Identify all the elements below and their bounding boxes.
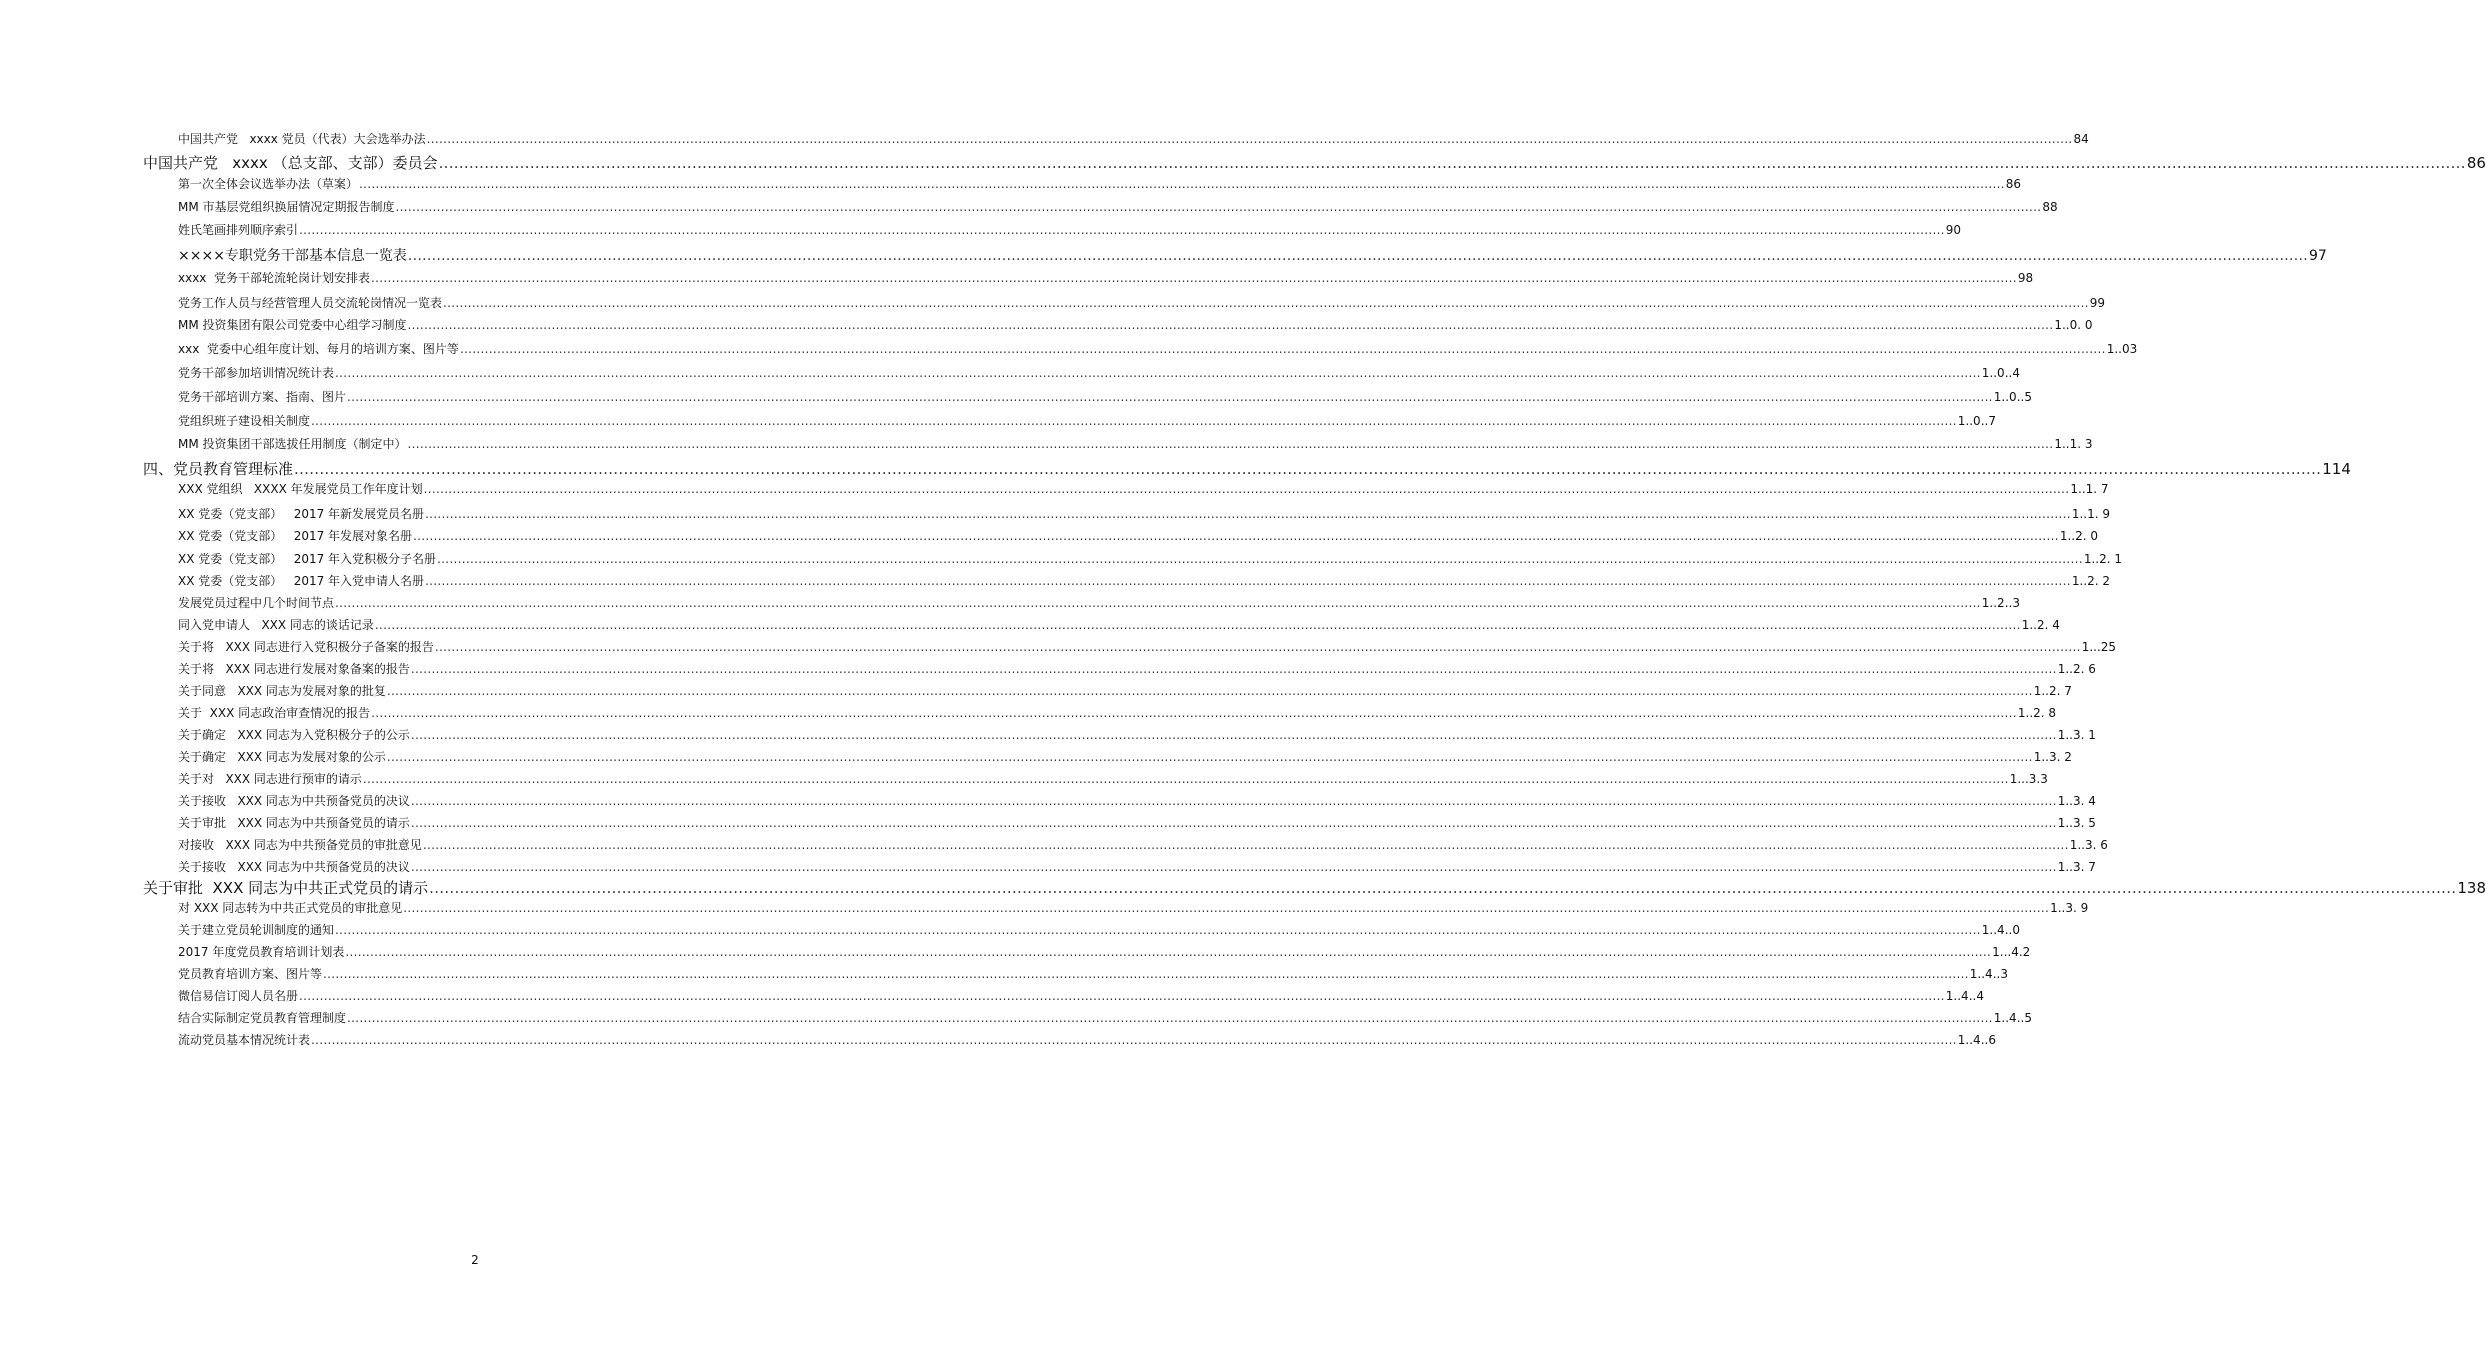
toc-entry-page: 1..3. 1 bbox=[2057, 728, 2096, 742]
toc-entry-page: 99 bbox=[2089, 296, 2106, 310]
toc-entry[interactable] bbox=[178, 341, 2138, 357]
toc-leader-dots: ................................................................................................................................................................................................................................................................................................................................................................................................................ bbox=[335, 923, 1981, 937]
toc-entry-page: 1..0. 0 bbox=[2054, 318, 2093, 332]
toc-leader-dots: ................................................................................................................................................................................................................................................................................................................................................................................................................ bbox=[407, 248, 2308, 264]
toc-entry[interactable] bbox=[178, 246, 2327, 266]
toc-entry-page: 1..2..3 bbox=[1981, 596, 2020, 610]
toc-entry[interactable] bbox=[178, 176, 2022, 192]
toc-leader-dots: ................................................................................................................................................................................................................................................................................................................................................................................................................ bbox=[371, 271, 2017, 285]
toc-entry-title: XX 党委（党支部） 2017 年入党申请人名册 bbox=[178, 574, 425, 588]
toc-entry-page: 1..0..5 bbox=[1993, 390, 2032, 404]
toc-entry-title: XX 党委（党支部） 2017 年发展对象名册 bbox=[178, 529, 413, 543]
toc-entry[interactable] bbox=[178, 900, 2089, 916]
toc-entry[interactable] bbox=[178, 199, 2058, 215]
toc-leader-dots: ................................................................................................................................................................................................................................................................................................................................................................................................................ bbox=[386, 750, 2033, 764]
toc-entry-title: 关于审批 XXX 同志为中共预备党员的请示 bbox=[178, 816, 410, 830]
toc-entry-page: 1..0..7 bbox=[1957, 414, 1996, 428]
toc-entry-title: 微信易信订阅人员名册 bbox=[178, 989, 299, 1003]
toc-leader-dots: ................................................................................................................................................................................................................................................................................................................................................................................................................ bbox=[335, 596, 1981, 610]
toc-entry[interactable] bbox=[178, 573, 2111, 589]
toc-entry-title: xxx 党委中心组年度计划、每月的培训方案、图片等 bbox=[178, 342, 459, 356]
toc-entry-title: 党组织班子建设相关制度 bbox=[178, 414, 311, 428]
toc-entry[interactable] bbox=[178, 365, 2020, 381]
toc-entry-page: 1..3. 4 bbox=[2057, 794, 2096, 808]
toc-entry[interactable] bbox=[178, 617, 2060, 633]
toc-entry[interactable] bbox=[178, 436, 2093, 452]
toc-entry-title: 四、党员教育管理标准 bbox=[143, 460, 294, 478]
toc-leader-dots: ................................................................................................................................................................................................................................................................................................................................................................................................................ bbox=[438, 154, 2466, 172]
toc-entry-page: 1..2. 6 bbox=[2057, 662, 2096, 676]
toc-entry-page: 86 bbox=[2466, 154, 2486, 172]
toc-entry-title: XX 党委（党支部） 2017 年入党积极分子名册 bbox=[178, 552, 437, 566]
toc-entry[interactable] bbox=[178, 859, 2096, 875]
toc-entry-page: 1..3. 9 bbox=[2050, 901, 2089, 915]
toc-entry[interactable] bbox=[178, 317, 2093, 333]
toc-entry-page: 1..3. 2 bbox=[2033, 750, 2072, 764]
toc-leader-dots: ................................................................................................................................................................................................................................................................................................................................................................................................................ bbox=[425, 507, 2071, 521]
toc-leader-dots: ................................................................................................................................................................................................................................................................................................................................................................................................................ bbox=[299, 223, 1945, 237]
toc-entry-title: 对 XXX 同志转为中共正式党员的审批意见 bbox=[178, 901, 403, 915]
toc-leader-dots: ................................................................................................................................................................................................................................................................................................................................................................................................................ bbox=[359, 177, 2005, 191]
toc-entry-title: 结合实际制定党员教育管理制度 bbox=[178, 1011, 347, 1025]
toc-entry[interactable] bbox=[178, 295, 2106, 311]
toc-entry[interactable] bbox=[178, 270, 2034, 286]
toc-entry[interactable] bbox=[178, 639, 2117, 655]
toc-entry-page: 1..2. 7 bbox=[2033, 684, 2072, 698]
toc-entry-page: 1..2. 1 bbox=[2083, 552, 2123, 566]
toc-entry[interactable] bbox=[178, 966, 2008, 982]
toc-entry[interactable] bbox=[178, 705, 2057, 721]
toc-leader-dots: ................................................................................................................................................................................................................................................................................................................................................................................................................ bbox=[374, 618, 2021, 632]
toc-entry-title: 第一次全体会议选举办法（草案） bbox=[178, 177, 359, 191]
toc-leader-dots: ................................................................................................................................................................................................................................................................................................................................................................................................................ bbox=[386, 684, 2033, 698]
toc-leader-dots: ................................................................................................................................................................................................................................................................................................................................................................................................................ bbox=[311, 1033, 1957, 1047]
toc-leader-dots: ................................................................................................................................................................................................................................................................................................................................................................................................................ bbox=[425, 574, 2071, 588]
toc-entry[interactable] bbox=[178, 1032, 1996, 1048]
toc-entry-title: 姓氏笔画排列顺序索引 bbox=[178, 223, 299, 237]
toc-entry[interactable] bbox=[178, 749, 2072, 765]
toc-entry-title: xxxx 党务干部轮流轮岗计划安排表 bbox=[178, 271, 371, 285]
toc-entry-title: 关于 XXX 同志政治审查情况的报告 bbox=[178, 706, 371, 720]
toc-entry-page: 1..4..3 bbox=[1969, 967, 2008, 981]
toc-leader-dots: ................................................................................................................................................................................................................................................................................................................................................................................................................ bbox=[347, 390, 1993, 404]
toc-entry[interactable] bbox=[178, 922, 2020, 938]
toc-entry[interactable] bbox=[178, 481, 2109, 497]
toc-leader-dots: ................................................................................................................................................................................................................................................................................................................................................................................................................ bbox=[423, 482, 2070, 496]
toc-entry-page: 86 bbox=[2005, 177, 2022, 191]
toc-leader-dots: ................................................................................................................................................................................................................................................................................................................................................................................................................ bbox=[410, 860, 2057, 874]
toc-entry[interactable] bbox=[178, 661, 2096, 677]
toc-leader-dots: ................................................................................................................................................................................................................................................................................................................................................................................................................ bbox=[294, 460, 2322, 478]
toc-entry[interactable] bbox=[178, 727, 2096, 743]
toc-leader-dots: ................................................................................................................................................................................................................................................................................................................................................................................................................ bbox=[311, 414, 1957, 428]
toc-entry[interactable] bbox=[178, 413, 1996, 429]
toc-entry-title: 关于确定 XXX 同志为入党积极分子的公示 bbox=[178, 728, 410, 742]
toc-entry-page: 1..0..4 bbox=[1981, 366, 2020, 380]
toc-entry-page: 1..4..0 bbox=[1981, 923, 2020, 937]
toc-entry-title: 关于确定 XXX 同志为发展对象的公示 bbox=[178, 750, 386, 764]
toc-entry-title: ××××专职党务干部基本信息一览表 bbox=[178, 248, 407, 264]
toc-entry-title: 发展党员过程中几个时间节点 bbox=[178, 596, 335, 610]
toc-entry-page: 1..2. 4 bbox=[2021, 618, 2060, 632]
toc-entry-title: 中国共产党 xxxx （总支部、支部）委员会 bbox=[143, 154, 438, 172]
toc-entry[interactable] bbox=[178, 988, 1984, 1004]
toc-leader-dots: ................................................................................................................................................................................................................................................................................................................................................................................................................ bbox=[347, 1011, 1993, 1025]
toc-entry-page: 1..1. 3 bbox=[2054, 437, 2093, 451]
toc-entry-page: 98 bbox=[2017, 271, 2034, 285]
toc-leader-dots: ................................................................................................................................................................................................................................................................................................................................................................................................................ bbox=[410, 728, 2057, 742]
toc-entry[interactable] bbox=[178, 1010, 2032, 1026]
toc-leader-dots: ................................................................................................................................................................................................................................................................................................................................................................................................................ bbox=[403, 901, 2050, 915]
toc-entry[interactable] bbox=[178, 944, 2031, 960]
toc-entry-page: 1..3. 6 bbox=[2069, 838, 2108, 852]
toc-entry-page: 138 bbox=[2457, 879, 2486, 897]
toc-leader-dots: ................................................................................................................................................................................................................................................................................................................................................................................................................ bbox=[335, 366, 1981, 380]
toc-entry-page: 1..4..4 bbox=[1945, 989, 1984, 1003]
toc-entry[interactable] bbox=[178, 131, 2089, 147]
toc-entry-page: 88 bbox=[2042, 200, 2058, 214]
toc-entry-title: 同入党申请人 XXX 同志的谈话记录 bbox=[178, 618, 374, 632]
toc-entry[interactable] bbox=[178, 771, 2048, 787]
toc-entry-title: XX 党委（党支部） 2017 年新发展党员名册 bbox=[178, 507, 425, 521]
toc-entry[interactable] bbox=[143, 878, 2486, 898]
toc-leader-dots: ................................................................................................................................................................................................................................................................................................................................................................................................................ bbox=[299, 989, 1945, 1003]
toc-entry-page: 114 bbox=[2322, 460, 2351, 478]
toc-leader-dots: ................................................................................................................................................................................................................................................................................................................................................................................................................ bbox=[422, 838, 2069, 852]
toc-entry-title: 关于建立党员轮训制度的通知 bbox=[178, 923, 335, 937]
toc-entry-title: MM 投资集团干部选拔任用制度（制定中） bbox=[178, 437, 407, 451]
toc-entry[interactable] bbox=[178, 506, 2111, 522]
toc-leader-dots: ................................................................................................................................................................................................................................................................................................................................................................................................................ bbox=[395, 200, 2042, 214]
toc-entry-title: 关于审批 XXX 同志为中共正式党员的请示 bbox=[143, 879, 429, 897]
toc-entry[interactable] bbox=[178, 528, 2099, 544]
toc-entry-title: 中国共产党 xxxx 党员（代表）大会选举办法 bbox=[178, 132, 426, 146]
toc-entry[interactable] bbox=[178, 551, 2123, 567]
toc-entry-page: 1..3. 5 bbox=[2057, 816, 2096, 830]
toc-entry-page: 1..4..6 bbox=[1957, 1033, 1996, 1047]
toc-entry-page: 1...25 bbox=[2081, 640, 2117, 654]
toc-leader-dots: ................................................................................................................................................................................................................................................................................................................................................................................................................ bbox=[345, 945, 1992, 959]
toc-entry-page: 1...4.2 bbox=[1992, 945, 2031, 959]
toc-leader-dots: ................................................................................................................................................................................................................................................................................................................................................................................................................ bbox=[362, 772, 2009, 786]
toc-leader-dots: ................................................................................................................................................................................................................................................................................................................................................................................................................ bbox=[407, 437, 2054, 451]
toc-entry-page: 1..2. 8 bbox=[2017, 706, 2057, 720]
toc-entry[interactable] bbox=[178, 837, 2108, 853]
toc-leader-dots: ................................................................................................................................................................................................................................................................................................................................................................................................................ bbox=[410, 816, 2057, 830]
toc-entry-title: 党务干部参加培训情况统计表 bbox=[178, 366, 335, 380]
toc-entry[interactable] bbox=[178, 222, 1962, 238]
toc-entry-title: 党员教育培训方案、图片等 bbox=[178, 967, 323, 981]
toc-entry-page: 1..2. 0 bbox=[2059, 529, 2099, 543]
toc-leader-dots: ................................................................................................................................................................................................................................................................................................................................................................................................................ bbox=[429, 879, 2457, 897]
toc-leader-dots: ................................................................................................................................................................................................................................................................................................................................................................................................................ bbox=[443, 296, 2089, 310]
toc-entry-page: 1..4..5 bbox=[1993, 1011, 2032, 1025]
toc-entry-title: 对接收 XXX 同志为中共预备党员的审批意见 bbox=[178, 838, 422, 852]
toc-entry-page: 1..3. 7 bbox=[2057, 860, 2096, 874]
toc-entry-page: 1..1. 9 bbox=[2071, 507, 2111, 521]
toc-entry-title: XXX 党组织 XXXX 年发展党员工作年度计划 bbox=[178, 482, 423, 496]
toc-entry-title: 党务干部培训方案、指南、图片 bbox=[178, 390, 347, 404]
toc-entry-title: MM 市基层党组织换届情况定期报告制度 bbox=[178, 200, 395, 214]
toc-entry[interactable] bbox=[178, 683, 2072, 699]
toc-entry-title: 关于接收 XXX 同志为中共预备党员的决议 bbox=[178, 794, 410, 808]
toc-leader-dots: ................................................................................................................................................................................................................................................................................................................................................................................................................ bbox=[410, 794, 2057, 808]
toc-entry-title: 关于将 XXX 同志进行入党积极分子备案的报告 bbox=[178, 640, 434, 654]
toc-leader-dots: ................................................................................................................................................................................................................................................................................................................................................................................................................ bbox=[410, 662, 2057, 676]
toc-entry-title: 2017 年度党员教育培训计划表 bbox=[178, 945, 345, 959]
toc-entry-title: 党务工作人员与经营管理人员交流轮岗情况一览表 bbox=[178, 296, 443, 310]
toc-entry-title: 关于将 XXX 同志进行发展对象备案的报告 bbox=[178, 662, 410, 676]
page-number: 2 bbox=[471, 1253, 479, 1267]
toc-entry-page: 90 bbox=[1945, 223, 1962, 237]
toc-leader-dots: ................................................................................................................................................................................................................................................................................................................................................................................................................ bbox=[434, 640, 2081, 654]
toc-entry-title: 流动党员基本情况统计表 bbox=[178, 1033, 311, 1047]
toc-entry-title: 关于接收 XXX 同志为中共预备党员的决议 bbox=[178, 860, 410, 874]
toc-leader-dots: ................................................................................................................................................................................................................................................................................................................................................................................................................ bbox=[371, 706, 2017, 720]
toc-leader-dots: ................................................................................................................................................................................................................................................................................................................................................................................................................ bbox=[459, 342, 2106, 356]
toc-leader-dots: ................................................................................................................................................................................................................................................................................................................................................................................................................ bbox=[437, 552, 2083, 566]
toc-entry-title: MM 投资集团有限公司党委中心组学习制度 bbox=[178, 318, 407, 332]
toc-entry-page: 97 bbox=[2309, 248, 2327, 264]
toc-leader-dots: ................................................................................................................................................................................................................................................................................................................................................................................................................ bbox=[413, 529, 2059, 543]
toc-leader-dots: ................................................................................................................................................................................................................................................................................................................................................................................................................ bbox=[407, 318, 2054, 332]
toc-entry[interactable] bbox=[178, 595, 2020, 611]
toc-entry[interactable] bbox=[143, 459, 2351, 479]
toc-entry[interactable] bbox=[178, 793, 2096, 809]
toc-entry-title: 关于对 XXX 同志进行预审的请示 bbox=[178, 772, 362, 786]
toc-entry[interactable] bbox=[143, 153, 2486, 173]
toc-entry-page: 1...3.3 bbox=[2009, 772, 2048, 786]
toc-entry[interactable] bbox=[178, 389, 2032, 405]
toc-entry-page: 1..1. 7 bbox=[2070, 482, 2109, 496]
toc-leader-dots: ................................................................................................................................................................................................................................................................................................................................................................................................................ bbox=[426, 132, 2073, 146]
toc-entry[interactable] bbox=[178, 815, 2096, 831]
toc-entry-title: 关于同意 XXX 同志为发展对象的批复 bbox=[178, 684, 386, 698]
toc-entry-page: 1..03 bbox=[2106, 342, 2138, 356]
toc-entry-page: 1..2. 2 bbox=[2071, 574, 2111, 588]
toc-leader-dots: ................................................................................................................................................................................................................................................................................................................................................................................................................ bbox=[323, 967, 1969, 981]
toc-entry-page: 84 bbox=[2073, 132, 2089, 146]
